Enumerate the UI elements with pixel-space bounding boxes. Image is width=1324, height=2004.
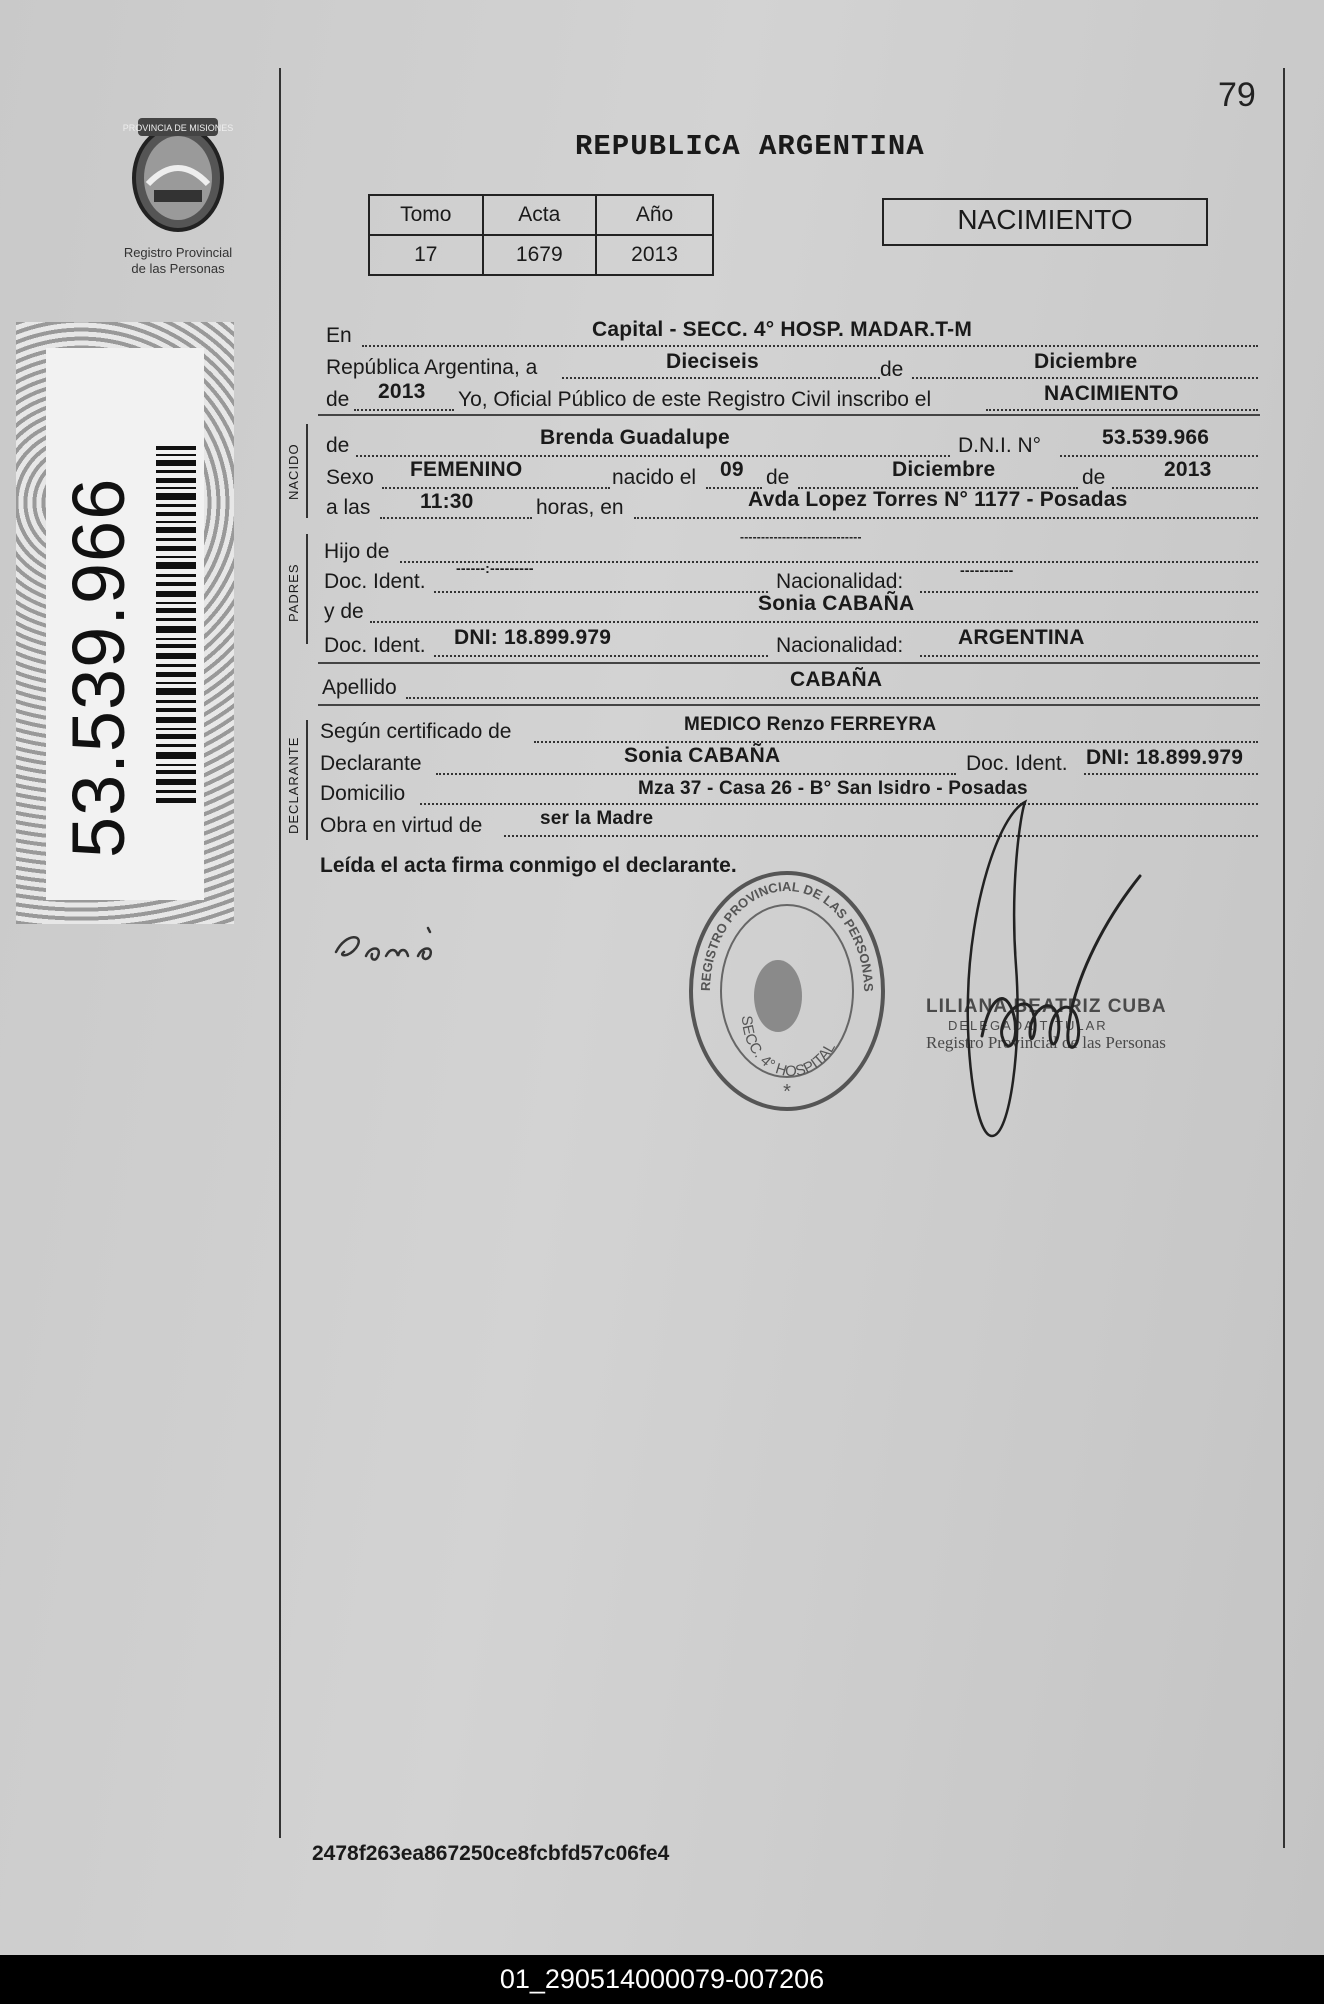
nac1-label: Nacionalidad: <box>776 570 904 593</box>
madre-line <box>370 621 1258 623</box>
doc1-label: Doc. Ident. <box>324 570 426 593</box>
nombre-value: Brenda Guadalupe <box>540 426 730 449</box>
nac2-label: Nacionalidad: <box>776 634 904 657</box>
obra-label: Obra en virtud de <box>320 814 483 837</box>
ano-value: 2013 <box>596 235 713 275</box>
apellido-value: CABAÑA <box>790 668 883 691</box>
en-line <box>362 345 1258 347</box>
divider-2 <box>318 662 1260 664</box>
hash-code: 2478f263ea867250ce8fcbfd57c06fe4 <box>312 1842 670 1865</box>
year-line <box>354 409 454 411</box>
logo-org-line2: de las Personas <box>131 261 225 276</box>
barcode-number: 53.539.966 <box>57 477 140 858</box>
nacido-label: nacido el <box>612 466 697 489</box>
tomo-value: 17 <box>369 235 483 275</box>
yde-label: y de <box>324 600 364 623</box>
barcode-bars-icon <box>156 446 196 806</box>
page-number: 79 <box>1218 76 1256 114</box>
lugar-line <box>634 517 1258 519</box>
registry-logo <box>118 112 238 277</box>
record-table <box>368 194 714 276</box>
dni-label: D.N.I. N° <box>958 434 1042 457</box>
segun-label: Según certificado de <box>320 720 512 743</box>
de-year-label: de <box>326 388 350 411</box>
nac2-line <box>920 655 1258 657</box>
day-value: Dieciseis <box>666 350 759 373</box>
nombre-line <box>356 455 950 457</box>
officer-signature-icon <box>950 796 1150 1146</box>
nacido-de-label: de <box>766 466 790 489</box>
doc1-line <box>434 591 768 593</box>
inscribo-line <box>986 409 1258 411</box>
divider-3 <box>318 704 1260 706</box>
doc2-value: DNI: 18.899.979 <box>454 626 612 649</box>
lugar-value: Avda Lopez Torres N° 1177 - Posadas <box>748 488 1128 511</box>
declarante-value: Sonia CABAÑA <box>624 744 781 767</box>
sexo-label: Sexo <box>326 466 374 489</box>
sexo-value: FEMENINO <box>410 458 523 481</box>
en-label: En <box>326 324 352 347</box>
hora-line <box>380 517 532 519</box>
footer-id: 01_290514000079-007206 <box>0 1955 1324 2004</box>
nacido-day: 09 <box>720 458 744 481</box>
doc1-value: ------:--------- <box>456 560 534 576</box>
right-margin-rule <box>1283 68 1285 1848</box>
sexo-line <box>382 487 610 489</box>
a-las-label: a las <box>326 496 371 519</box>
declarante-bracket <box>306 720 308 840</box>
barcode-panel <box>46 348 204 900</box>
nacido-month: Diciembre <box>892 458 996 481</box>
horas-label: horas, en <box>536 496 624 519</box>
doc3-line <box>1084 773 1258 775</box>
tomo-header: Tomo <box>369 195 483 235</box>
doc3-label: Doc. Ident. <box>966 752 1068 775</box>
officer-signature <box>950 796 1150 1151</box>
doc3-value: DNI: 18.899.979 <box>1086 746 1244 769</box>
segun-value: MEDICO Renzo FERREYRA <box>684 714 937 735</box>
apellido-line <box>406 697 1258 699</box>
svg-text:SECC. 4° HOSPITAL: SECC. 4° HOSPITAL <box>737 1015 839 1081</box>
hijo-value: ----------------------------- <box>740 530 862 544</box>
declarante-label: Declarante <box>320 752 422 775</box>
declarante-line <box>436 773 956 775</box>
dni-value: 53.539.966 <box>1102 426 1210 449</box>
nacido-bracket <box>306 424 308 518</box>
nacido-de2-label: de <box>1082 466 1106 489</box>
left-margin-rule <box>279 68 281 1838</box>
month-value: Diciembre <box>1034 350 1138 373</box>
nac1-line <box>920 591 1258 593</box>
dni-line <box>1060 455 1258 457</box>
barcode-card <box>16 322 234 924</box>
day-line <box>562 377 880 379</box>
officer-org: Registro Provincial de las Personas <box>926 1033 1166 1052</box>
closing-text: Leída el acta firma conmigo el declarante. <box>320 854 737 877</box>
padres-side-label: PADRES <box>286 563 301 622</box>
declarant-signature <box>326 912 486 977</box>
nac1-value: ----------- <box>960 562 1014 578</box>
padres-bracket <box>306 534 308 644</box>
svg-text:*: * <box>783 1081 791 1103</box>
official-seal <box>682 866 892 1121</box>
document-title: REPUBLICA ARGENTINA <box>575 130 925 163</box>
madre-value: Sonia CABAÑA <box>758 592 915 615</box>
nacido-year: 2013 <box>1164 458 1212 481</box>
apellido-label: Apellido <box>322 676 397 699</box>
official-seal-icon <box>682 866 892 1116</box>
hora-value: 11:30 <box>420 490 474 513</box>
month-line <box>912 377 1258 379</box>
declarant-signature-text <box>356 920 430 950</box>
acta-value: 1679 <box>483 235 597 275</box>
de-month-label: de <box>880 358 904 381</box>
domicilio-value: Mza 37 - Casa 26 - B° San Isidro - Posadas <box>638 778 1028 799</box>
republica-label: República Argentina, a <box>326 356 538 379</box>
obra-value: ser la Madre <box>540 808 654 829</box>
inscribo-value: NACIMIENTO <box>1044 382 1179 405</box>
domicilio-label: Domicilio <box>320 782 406 805</box>
nombre-label: de <box>326 434 350 457</box>
nac2-value: ARGENTINA <box>958 626 1085 649</box>
year-value: 2013 <box>378 380 426 403</box>
province-seal-icon <box>118 112 238 240</box>
declarante-side-label: DECLARANTE <box>286 736 301 834</box>
svg-text:PROVINCIA DE MISIONES: PROVINCIA DE MISIONES <box>122 123 234 133</box>
doc2-label: Doc. Ident. <box>324 634 426 657</box>
divider-1 <box>318 414 1260 416</box>
ano-header: Año <box>596 195 713 235</box>
officer-title: DELEGADA TITULAR <box>948 1018 1108 1033</box>
hijo-label: Hijo de <box>324 540 390 563</box>
nacido-side-label: NACIDO <box>286 443 301 500</box>
record-type-box: NACIMIENTO <box>882 198 1208 246</box>
logo-org-line1: Registro Provincial <box>123 245 233 260</box>
doc2-line <box>434 655 768 657</box>
nacido-year-line <box>1112 487 1258 489</box>
segun-line <box>534 741 1258 743</box>
acta-header: Acta <box>483 195 597 235</box>
oficial-text: Yo, Oficial Público de este Registro Civil inscribo el <box>458 388 932 411</box>
en-value: Capital - SECC. 4° HOSP. MADAR.T-M <box>592 318 973 341</box>
officer-name: LILIANA BEATRIZ CUBA <box>926 996 1167 1017</box>
svg-text:REGISTRO PROVINCIAL DE LAS PER: REGISTRO PROVINCIAL DE LAS PERSONAS <box>697 878 877 992</box>
